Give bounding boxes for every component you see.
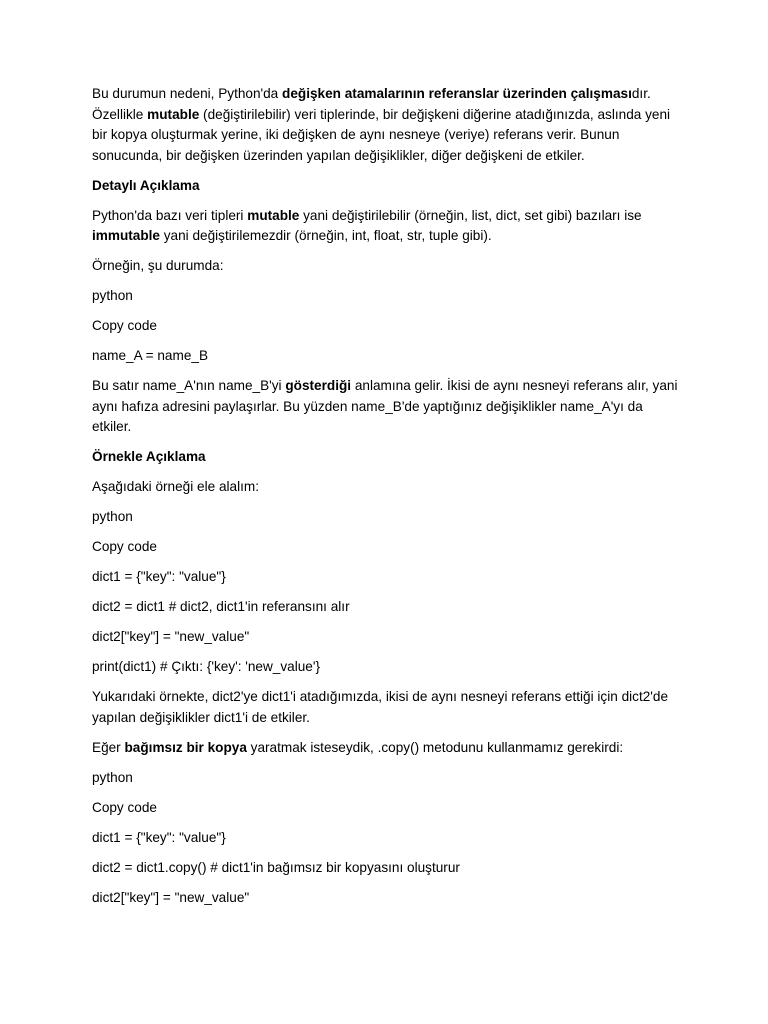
paragraph	[92, 738, 682, 759]
bold-text-segment: gösterdiği	[285, 378, 352, 393]
bold-text-segment: immutable	[92, 228, 160, 243]
paragraph	[92, 537, 682, 558]
bold-text-segment: mutable	[247, 207, 300, 223]
text-segment: python	[92, 509, 133, 524]
text-segment: dict1 = {"key": "value"}	[92, 829, 226, 845]
bold-text-segment: Örnekle Açıklama	[92, 449, 206, 464]
text-segment: dict2 = dict1.copy() # dict1'in bağımsız bir kopyasını oluşturur	[92, 859, 460, 875]
bold-text-segment: bağımsız bir kopya	[124, 739, 247, 755]
paragraph	[92, 447, 682, 468]
paragraph	[92, 657, 682, 678]
paragraph	[92, 84, 682, 166]
text-segment: yaratmak isteseydik, .copy() metodunu kullanmamız gerekirdi:	[246, 739, 624, 755]
text-segment: Python'da bazı veri tipleri	[92, 207, 248, 223]
text-segment: Yukarıdaki örnekte, dict2'ye dict1'i atadığımızda, ikisi de aynı nesneyi referans ettiği için dict2'de yapılan değişiklikler dict1'i de etkiler.	[92, 689, 669, 725]
text-segment: dict2["key"] = "new_value"	[92, 889, 250, 905]
paragraph	[92, 768, 682, 789]
bold-text-segment: değişken atamalarının referanslar üzerinden çalışması	[282, 86, 632, 101]
paragraph	[92, 477, 682, 498]
text-segment: Eğer	[92, 739, 125, 755]
document-page	[92, 84, 682, 918]
text-segment: Bu durumun nedeni, Python'da	[92, 86, 283, 101]
text-segment: (değiştirilebilir) veri tiplerinde, bir değişkeni diğerine atadığınızda, aslında yeni bir kopya oluşturmak yerine, iki değişken de aynı nesneye (veriye) referans verir. Bunun sonucunda, bir değişken üzerinden yapılan değişiklikler, diğer değişkeni de etkiler.	[92, 106, 671, 163]
paragraph	[92, 888, 682, 909]
paragraph	[92, 828, 682, 849]
paragraph	[92, 256, 682, 277]
paragraph	[92, 176, 682, 197]
paragraph	[92, 597, 682, 618]
text-segment: Örneğin, şu durumda:	[92, 258, 224, 273]
text-segment: Copy code	[92, 799, 157, 815]
paragraph	[92, 507, 682, 528]
text-segment: python	[92, 288, 133, 303]
text-segment: Copy code	[92, 539, 157, 554]
text-segment: yani değiştirilebilir (örneğin, list, dict, set gibi) bazıları ise	[299, 207, 642, 223]
text-segment: yani değiştirilemezdir (örneğin, int, float, str, tuple gibi).	[159, 228, 492, 243]
bold-text-segment: mutable	[147, 106, 200, 122]
text-segment: dict2 = dict1 # dict2, dict1'in referansını alır	[92, 599, 350, 614]
paragraph	[92, 346, 682, 367]
bold-text-segment: Detaylı Açıklama	[92, 177, 200, 193]
text-segment: dır. Özellikle	[92, 86, 651, 122]
text-segment: print(dict1) # Çıktı: {'key': 'new_value'}	[92, 659, 320, 674]
text-segment: dict1 = {"key": "value"}	[92, 569, 226, 584]
paragraph	[92, 206, 682, 247]
text-segment: name_A = name_B	[92, 348, 209, 363]
paragraph	[92, 316, 682, 337]
paragraph	[92, 687, 682, 728]
paragraph	[92, 858, 682, 879]
paragraph	[92, 627, 682, 648]
text-segment: Copy code	[92, 318, 157, 333]
text-segment: Aşağıdaki örneği ele alalım:	[92, 479, 259, 494]
paragraph	[92, 567, 682, 588]
text-segment: python	[92, 769, 133, 785]
text-segment: dict2["key"] = "new_value"	[92, 629, 250, 644]
paragraph	[92, 798, 682, 819]
paragraph	[92, 286, 682, 307]
paragraph	[92, 376, 682, 438]
text-segment: Bu satır name_A'nın name_B'yi	[92, 378, 286, 393]
text-segment: anlamına gelir. İkisi de aynı nesneyi referans alır, yani aynı hafıza adresini paylaşırlar. Bu yüzden name_B'de yaptığınız değişiklikler name_A'yı da etkiler.	[92, 378, 678, 434]
